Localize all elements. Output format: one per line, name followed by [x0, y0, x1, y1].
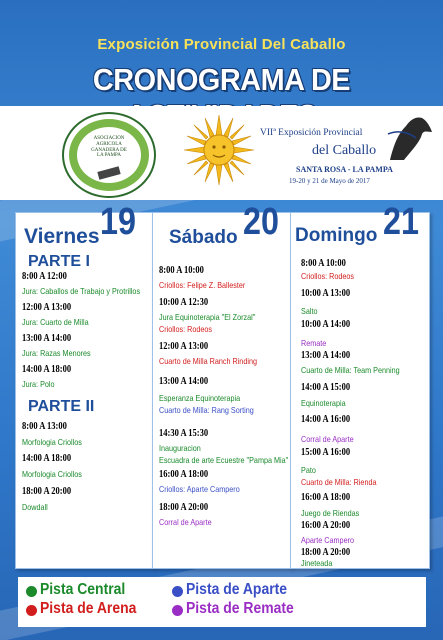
day-number: 20 [243, 201, 279, 243]
activity: Morfologia Criollos [22, 437, 82, 447]
event-subtitle: Exposición Provincial Del Caballo [97, 36, 346, 53]
activity: Dowdall [22, 502, 48, 512]
time-slot: 18:00 A 20:00 [159, 502, 209, 513]
activity: Jura Equinoterapia "El Zorzal" [159, 312, 256, 322]
activity: Juego de Riendas [301, 508, 360, 518]
activity: Criollos: Aparte Campero [159, 484, 240, 494]
time-slot: 13:00 A 14:00 [159, 376, 209, 387]
activity: Criollos: Felipe Z. Ballester [159, 280, 246, 290]
activity: Cuarto de Milla: Team Penning [301, 365, 400, 375]
page-title: CRONOGRAMA DE [92, 62, 351, 97]
expo-logo-dates: 19-20 y 21 de Mayo de 2017 [289, 177, 370, 185]
green-dot-icon [26, 586, 37, 597]
blue-dot-icon [172, 586, 183, 597]
activity: Jura: Cuarto de Milla [22, 317, 89, 327]
expo-logo-location: SANTA ROSA - LA PAMPA [296, 165, 393, 174]
activity: Corral de Aparte [159, 517, 212, 527]
horse-head-icon [382, 114, 434, 162]
purple-dot-icon [172, 605, 183, 616]
time-slot: 18:00 A 20:00 [301, 547, 351, 558]
time-slot: 14:00 A 15:00 [301, 382, 351, 393]
time-slot: 12:00 A 13:00 [22, 302, 72, 313]
association-seal-logo [62, 112, 156, 198]
activity: Jura: Razas Menores [22, 348, 91, 358]
activity: Salto [301, 306, 318, 316]
argentine-sun-icon [184, 115, 254, 185]
plow-icon [64, 114, 154, 196]
legend [18, 577, 426, 627]
activity: Jura: Caballos de Trabajo y Protrillos [22, 286, 141, 296]
activity: Pato [301, 465, 316, 475]
time-slot: 14:30 A 15:30 [159, 428, 209, 439]
activity: Cuarto de Milla: Rienda [301, 477, 377, 487]
activity: Criollos: Rodeos [301, 271, 355, 281]
schedule-column-sabado [152, 201, 291, 569]
expo-logo-top: VIIª Exposición Provincial [260, 128, 363, 138]
expo-logo-main: del Caballo [312, 143, 377, 158]
schedule-column-domingo [290, 201, 430, 569]
section-heading: PARTE I [28, 253, 90, 270]
activity: Morfologia Criollos [22, 469, 82, 479]
activity: Corral de Aparte [301, 434, 354, 444]
time-slot: 8:00 A 12:00 [22, 271, 67, 282]
activity: Escuadra de arte Ecuestre "Pampa Mia" [159, 455, 289, 465]
time-slot: 14:00 A 16:00 [301, 414, 351, 425]
time-slot: 13:00 A 14:00 [301, 350, 351, 361]
time-slot: 8:00 A 10:00 [301, 258, 346, 269]
time-slot: 13:00 A 14:00 [22, 333, 72, 344]
red-dot-icon [26, 605, 37, 616]
activity: Jineteada [301, 558, 333, 568]
time-slot: 12:00 A 13:00 [159, 341, 209, 352]
time-slot: 10:00 A 14:00 [301, 319, 351, 330]
activity: Equinoterapia [301, 398, 346, 408]
legend-pista-central: Pista Central [40, 581, 126, 598]
day-number: 21 [383, 201, 419, 243]
activity: Aparte Campero [301, 535, 355, 545]
schedule-column-viernes [15, 201, 153, 569]
time-slot: 14:00 A 18:00 [22, 453, 72, 464]
time-slot: 8:00 A 10:00 [159, 265, 204, 276]
time-slot: 16:00 A 18:00 [301, 492, 351, 503]
expo-logo [258, 114, 434, 198]
time-slot: 8:00 A 13:00 [22, 421, 67, 432]
time-slot: 16:00 A 18:00 [159, 469, 209, 480]
activity: Esperanza Equinoterapia [159, 393, 241, 403]
legend-pista-remate: Pista de Remate [186, 600, 294, 617]
day-name: Domingo [295, 225, 378, 246]
activity: Inauguracion [159, 443, 201, 453]
activity: Cuarto de Milla Ranch Rinding [159, 356, 257, 366]
section-heading: PARTE II [28, 398, 95, 415]
time-slot: 18:00 A 20:00 [22, 486, 72, 497]
legend-pista-aparte: Pista de Aparte [186, 581, 288, 598]
legend-pista-arena: Pista de Arena [40, 600, 137, 617]
activity: Criollos: Rodeos [159, 324, 213, 334]
time-slot: 15:00 A 16:00 [301, 447, 351, 458]
seal-center-text: ASOCIACION AGRICOLA GANADERA DE LA PAMPA [91, 136, 127, 159]
day-name: Viernes [24, 225, 100, 248]
time-slot: 10:00 A 12:30 [159, 297, 209, 308]
activity: Remate [301, 338, 327, 348]
activity: Cuarto de Milla: Rang Sorting [159, 405, 254, 415]
day-name: Sábado [169, 227, 238, 248]
time-slot: 16:00 A 20:00 [301, 520, 351, 531]
time-slot: 10:00 A 13:00 [301, 288, 351, 299]
day-number: 19 [100, 201, 136, 243]
activity: Jura: Polo [22, 379, 55, 389]
time-slot: 14:00 A 18:00 [22, 364, 72, 375]
